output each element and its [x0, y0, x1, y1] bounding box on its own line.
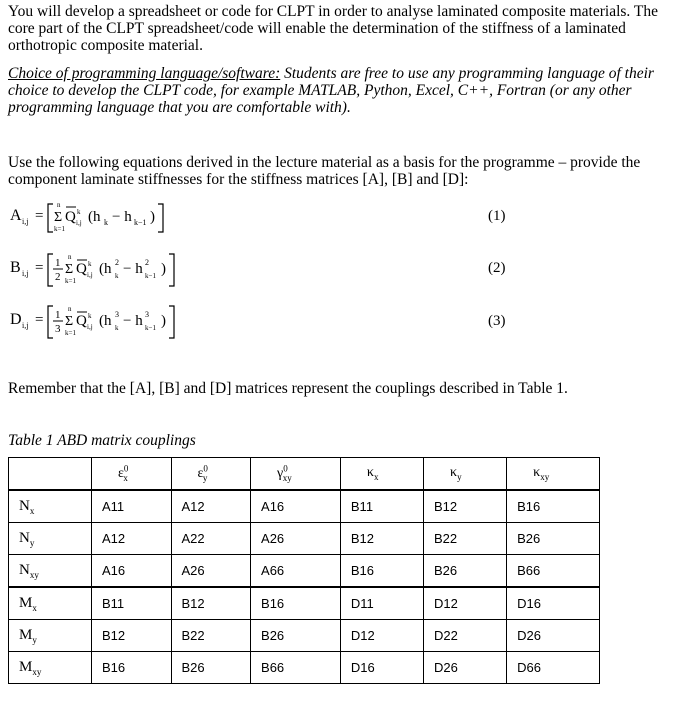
- strain-symbol-symbol: κ: [366, 465, 374, 481]
- q-sub: i,j: [87, 271, 93, 279]
- table-cell: D12: [424, 587, 507, 620]
- equation-a: [8, 198, 208, 238]
- q-bar: Q: [65, 209, 76, 225]
- sum-top: n: [68, 305, 72, 313]
- strain-symbol-sub: y: [202, 473, 208, 484]
- svg-text:(h: (h: [99, 313, 112, 329]
- table-cell: A11: [92, 490, 172, 523]
- resultant-symbol-symbol: M: [19, 594, 33, 611]
- sum-bottom: k=1: [54, 225, 65, 233]
- sigma: Σ: [65, 262, 74, 277]
- column-header-2: [251, 458, 341, 491]
- equation-b: [8, 250, 208, 290]
- strain-symbol-symbol: κ: [450, 465, 458, 481]
- strain-symbol-symbol: ε: [197, 466, 204, 482]
- eq-equals: =: [35, 208, 44, 224]
- resultant-symbol-sub: xy: [32, 666, 42, 677]
- table-cell: D66: [507, 652, 600, 684]
- intro-paragraph: You will develop a spreadsheet or code for CLPT in order to analyse laminated composite materials. The core part of the CLPT spreadsheet/code will enable the determination of the stiffness of a laminated orthotropic composite material.: [8, 3, 658, 54]
- resultant-symbol-symbol: N: [19, 561, 30, 578]
- table-row: [9, 652, 600, 684]
- svg-text:− h: − h: [112, 209, 132, 225]
- resultant-symbol-sub: y: [29, 537, 35, 548]
- table-cell: A66: [251, 555, 341, 588]
- eq-lhs-sub: i,j: [22, 269, 29, 278]
- q-bar: Q: [76, 261, 87, 277]
- strain-symbol-sub: y: [457, 471, 462, 482]
- q-sup: k: [88, 260, 92, 268]
- resultant-symbol-symbol: N: [19, 529, 30, 546]
- table-cell: B26: [251, 620, 341, 652]
- eq-lhs-sub: i,j: [22, 217, 29, 226]
- resultant-symbol: [19, 659, 41, 675]
- strain-symbol-sup: 0: [283, 463, 288, 474]
- svg-text:): ): [161, 261, 166, 277]
- table-cell: A12: [92, 523, 172, 555]
- row-header-1: [9, 523, 92, 555]
- table-cell: D26: [424, 652, 507, 684]
- column-header-4: [424, 458, 507, 491]
- factor-num: 1: [55, 257, 61, 269]
- table-cell: B12: [171, 587, 251, 620]
- choice-body: Students are free to use any programming language of their choice to develop the CLPT code, for example MATLAB, Python, Excel, C++, Fortran (or any other programming language that you are comfortable with).: [8, 65, 654, 116]
- strain-symbol-symbol: ε: [118, 466, 124, 482]
- resultant-symbol: [19, 562, 39, 578]
- resultant-symbol: [19, 530, 34, 546]
- column-header-3: [340, 458, 423, 491]
- h-power: 2: [115, 258, 119, 267]
- choice-paragraph: [8, 65, 673, 116]
- h-k: k: [104, 218, 108, 227]
- column-header-0: [92, 458, 172, 491]
- sigma: Σ: [54, 210, 63, 225]
- table-cell: B26: [507, 523, 600, 555]
- resultant-symbol-sub: y: [32, 634, 37, 645]
- h-km1: k−1: [145, 272, 156, 280]
- table-cell: B16: [340, 555, 423, 588]
- row-header-0: [9, 490, 92, 523]
- table-row: [9, 523, 600, 555]
- q-sub: i,j: [76, 219, 82, 227]
- resultant-symbol-symbol: M: [19, 658, 33, 675]
- factor-den: 3: [55, 323, 61, 335]
- q-sub: i,j: [87, 323, 93, 331]
- equation-number-2: (2): [488, 260, 506, 276]
- strain-symbol-symbol: κ: [533, 465, 541, 481]
- abd-table: [8, 457, 600, 684]
- resultant-symbol: [19, 498, 34, 514]
- column-header-5: [507, 458, 600, 491]
- equation-number-3: (3): [488, 313, 506, 329]
- table-cell: A26: [171, 555, 251, 588]
- remember-paragraph: Remember that the [A], [B] and [D] matrices represent the couplings described in Table 1.: [8, 380, 568, 397]
- table-row: [9, 490, 600, 523]
- resultant-symbol-symbol: N: [19, 497, 30, 514]
- q-sup: k: [88, 312, 92, 320]
- eq-equals: =: [35, 260, 44, 276]
- table-corner-cell: [9, 458, 92, 491]
- row-header-5: [9, 652, 92, 684]
- row-header-3: [9, 587, 92, 620]
- table-cell: D11: [340, 587, 423, 620]
- strain-symbol-sub: x: [373, 471, 379, 482]
- row-header-4: [9, 620, 92, 652]
- table-cell: B26: [171, 652, 251, 684]
- sum-top: n: [68, 253, 72, 261]
- sum-bottom: k=1: [65, 329, 76, 337]
- svg-text:(h: (h: [99, 261, 112, 277]
- h-power: 2: [145, 258, 149, 267]
- table-cell: A16: [251, 490, 341, 523]
- equation-d: [8, 302, 208, 342]
- table-cell: B11: [340, 490, 423, 523]
- resultant-symbol-symbol: M: [19, 626, 33, 643]
- strain-symbol: [450, 465, 462, 480]
- table-cell: B22: [171, 620, 251, 652]
- resultant-symbol: [19, 595, 37, 611]
- table-cell: A16: [92, 555, 172, 588]
- resultant-symbol: [19, 627, 37, 643]
- table-header-row: [9, 458, 600, 491]
- choice-lead: Choice of programming language/software:: [8, 65, 281, 82]
- table-cell: A26: [251, 523, 341, 555]
- q-sup: k: [77, 208, 81, 216]
- table-cell: B66: [251, 652, 341, 684]
- table-cell: B12: [92, 620, 172, 652]
- svg-text:): ): [161, 313, 166, 329]
- svg-text:): ): [150, 209, 155, 225]
- table-row: [9, 555, 600, 588]
- h-k: k: [115, 272, 119, 280]
- table-caption: Table 1 ABD matrix couplings: [8, 432, 196, 449]
- table-cell: D16: [340, 652, 423, 684]
- resultant-symbol-sub: xy: [29, 569, 39, 580]
- eq-lhs: D: [10, 311, 22, 328]
- row-header-2: [9, 555, 92, 588]
- strain-symbol: [277, 463, 292, 484]
- strain-symbol-sub: x: [123, 473, 128, 484]
- resultant-symbol-sub: x: [29, 505, 35, 516]
- strain-symbol: [533, 465, 549, 480]
- table-cell: A22: [171, 523, 251, 555]
- svg-text:(h: (h: [88, 209, 101, 225]
- h-power: 3: [115, 310, 119, 319]
- table-cell: A12: [171, 490, 251, 523]
- table-cell: B16: [507, 490, 600, 523]
- eq-equals: =: [35, 312, 44, 328]
- h-km1: k−1: [134, 218, 147, 227]
- h-k: k: [115, 324, 119, 332]
- q-bar: Q: [76, 313, 87, 329]
- table-cell: D26: [507, 620, 600, 652]
- table-row: [9, 620, 600, 652]
- instructions-paragraph: Use the following equations derived in the lecture material as a basis for the programme – provide the component laminate stiffnesses for the stiffness matrices [A], [B] and [D]:: [8, 154, 641, 188]
- factor-num: 1: [55, 309, 61, 321]
- strain-symbol-symbol: γ: [277, 466, 284, 482]
- h-km1: k−1: [145, 324, 156, 332]
- eq-lhs-sub: i,j: [22, 321, 29, 330]
- equation-number-1: (1): [488, 208, 506, 224]
- sum-bottom: k=1: [65, 277, 76, 285]
- column-header-1: [171, 458, 251, 491]
- h-power: 3: [145, 310, 149, 319]
- table-cell: B11: [92, 587, 172, 620]
- eq-lhs: A: [10, 207, 22, 224]
- table-cell: B26: [424, 555, 507, 588]
- table-cell: D12: [340, 620, 423, 652]
- strain-symbol-sub: xy: [282, 473, 292, 484]
- strain-symbol-sub: xy: [540, 471, 550, 482]
- resultant-symbol-sub: x: [32, 602, 37, 613]
- table-cell: D22: [424, 620, 507, 652]
- table-cell: B22: [424, 523, 507, 555]
- sigma: Σ: [65, 314, 74, 329]
- table-cell: B12: [424, 490, 507, 523]
- table-cell: B12: [340, 523, 423, 555]
- strain-symbol-sup: 0: [123, 463, 129, 474]
- table-cell: B16: [251, 587, 341, 620]
- strain-symbol: [118, 463, 129, 484]
- sum-top: n: [57, 201, 61, 209]
- table-cell: B66: [507, 555, 600, 588]
- eq-lhs: B: [10, 259, 21, 276]
- svg-text:− h: − h: [123, 313, 143, 329]
- table-cell: D16: [507, 587, 600, 620]
- strain-symbol: [367, 465, 379, 480]
- strain-symbol: [197, 463, 208, 484]
- svg-text:− h: − h: [123, 261, 143, 277]
- table-row: [9, 587, 600, 620]
- strain-symbol-sup: 0: [203, 463, 208, 474]
- factor-den: 2: [55, 271, 61, 283]
- table-cell: B16: [92, 652, 172, 684]
